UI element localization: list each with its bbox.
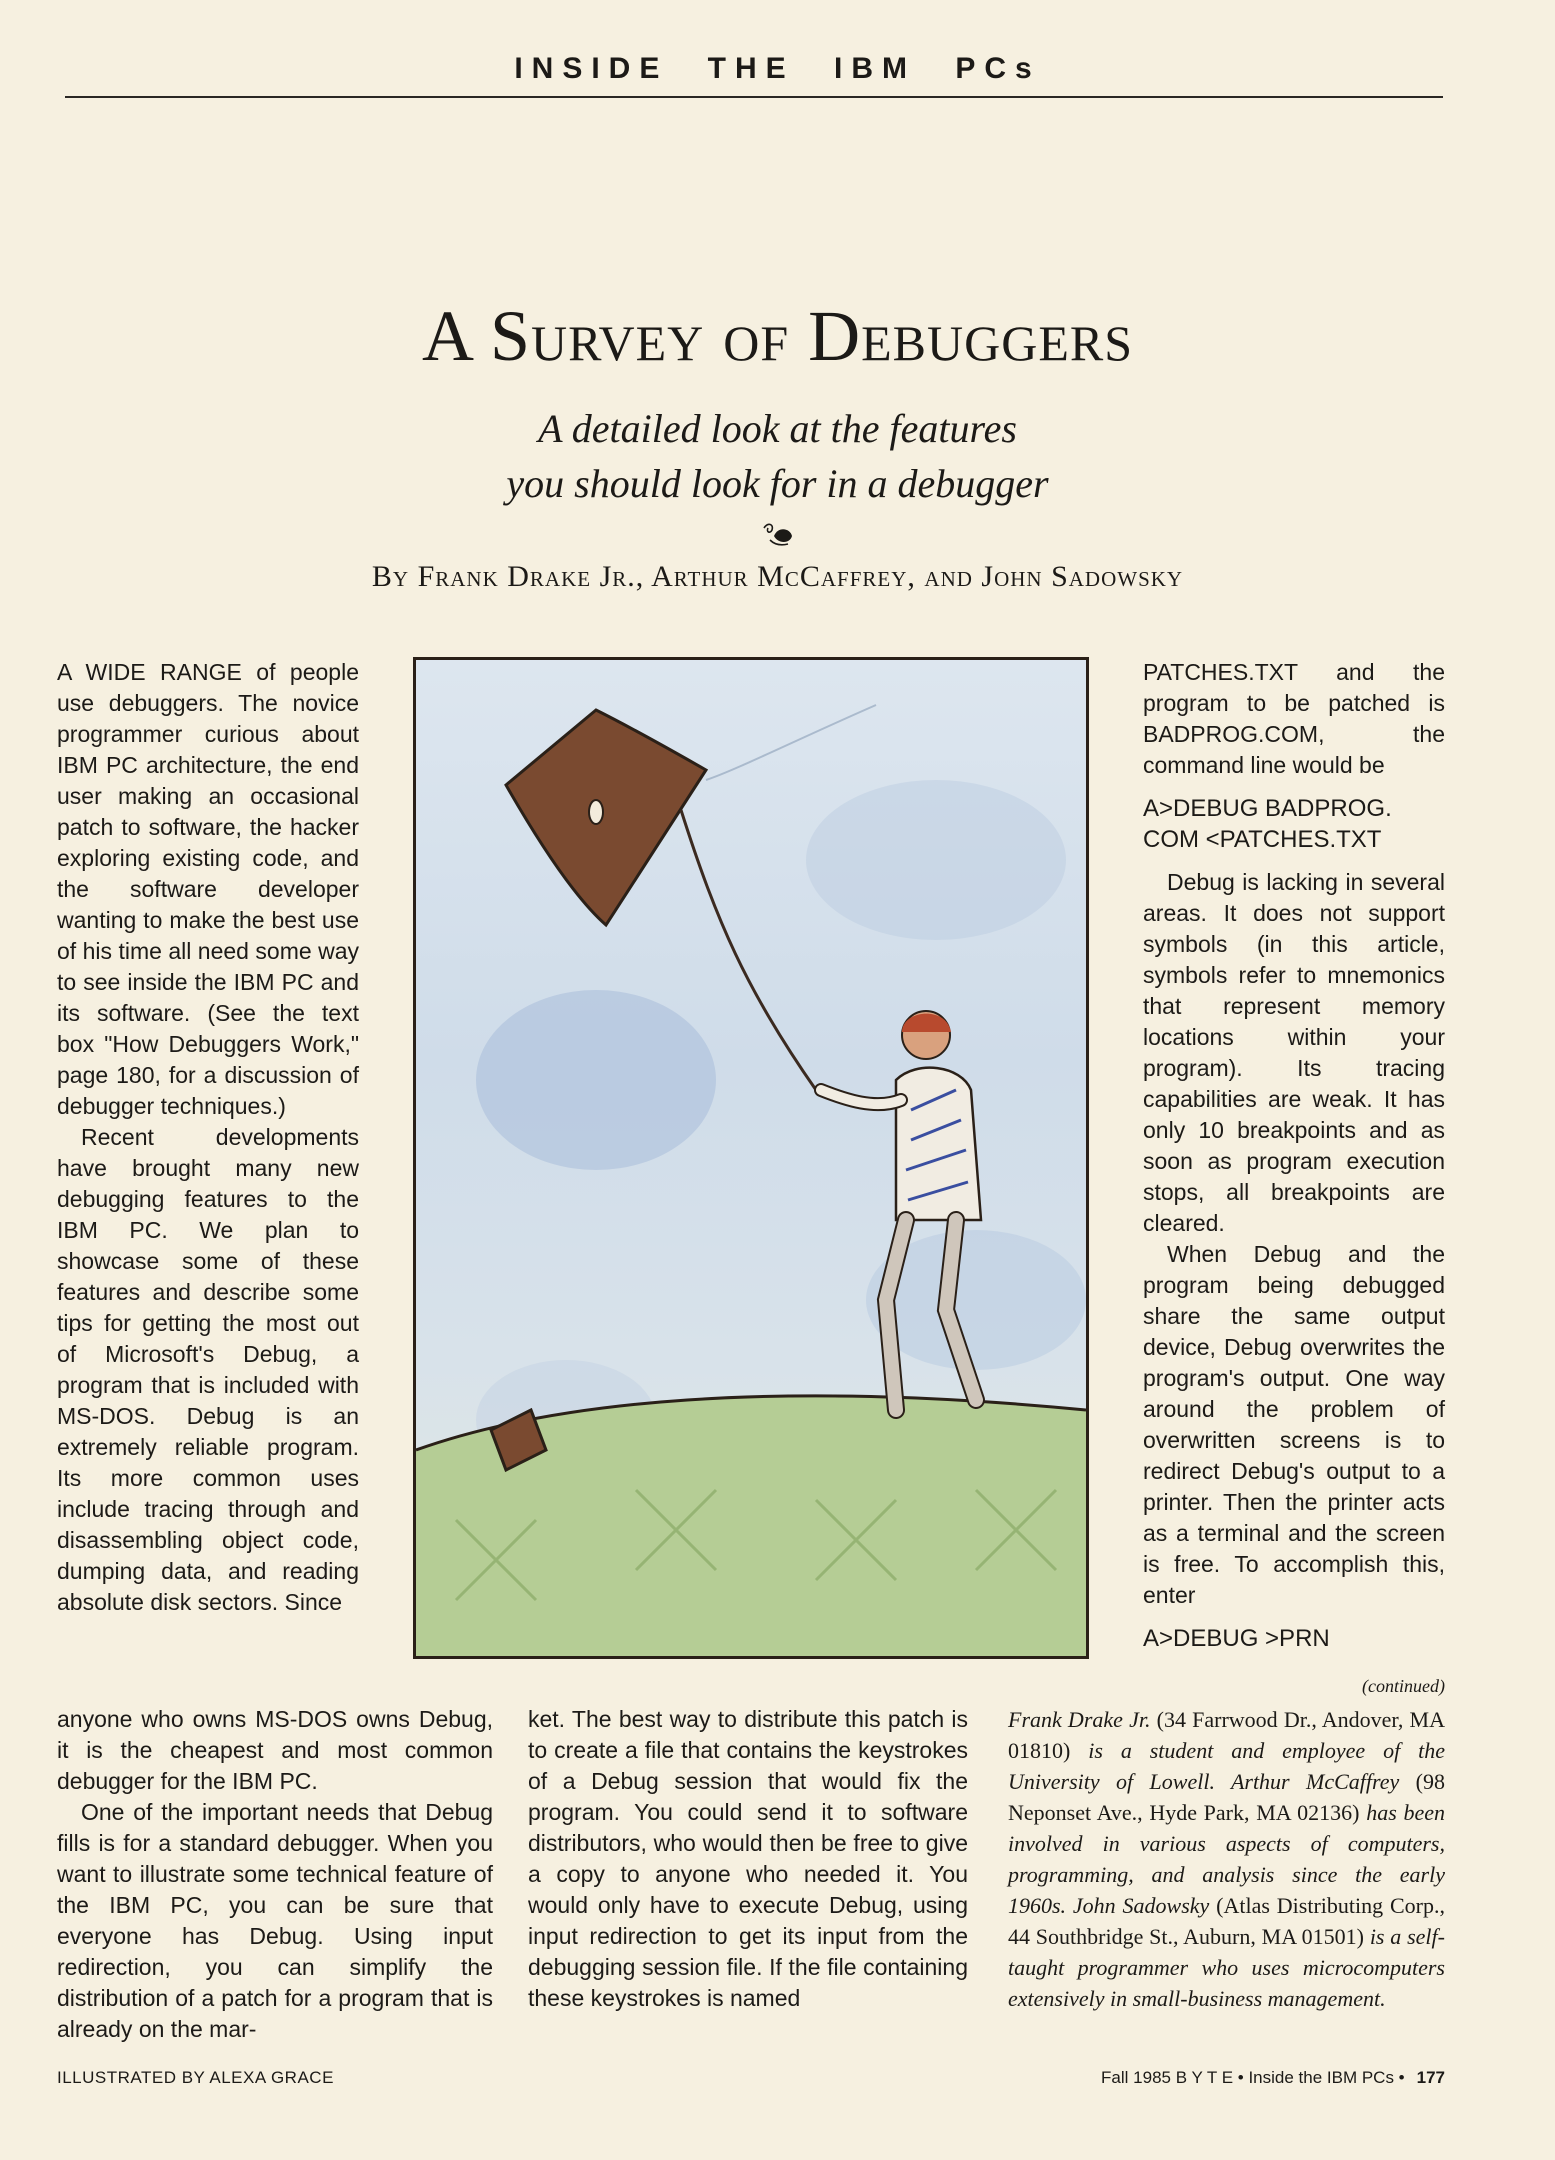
fleuron-icon	[760, 520, 796, 548]
author-address: (Atlas Distributing Corp., 44 Southbridge St., Auburn, MA 01501)	[1008, 1893, 1445, 1949]
code-line: COM <PATCHES.TXT	[1143, 826, 1382, 853]
author-address: (34 Farrwood Dr., Andover, MA 01810)	[1008, 1707, 1445, 1763]
author-bio	[1008, 1704, 1445, 2014]
paragraph: A WIDE RANGE of people use debuggers. The novice programmer curious about IBM PC architecture, the end user making an occasional patch to software, the hacker exploring existing code, and the software developer wanting to make the best use of his time all need some way to see inside the IBM PC and its software. (See the text box "How Debuggers Work," page 180, for a discussion of debugger techniques.)	[57, 659, 359, 1119]
folio	[1101, 2068, 1445, 2088]
paragraph: ket. The best way to distribute this patch is to create a file that contains the keystrokes of a Debug session that would fix the program. You could send it to software distributors, who would then be free to give a copy to anyone who needed it. You would only have to execute Debug, using input redirection to get its input from the debugging session file. If the file containing these keystrokes is named	[528, 1706, 968, 2011]
paragraph: anyone who owns MS-DOS owns Debug, it is the cheapest and most common debugger for the IBM PC.	[57, 1706, 493, 1794]
running-head: INSIDE THE IBM PCs	[514, 52, 1041, 85]
paragraph: When Debug and the program being debugged share the same output device, Debug overwrites the program's output. One way around the problem of overwritten screens is to redirect Debug's output to a printer. Then the printer acts as a terminal and the screen is free. To accomplish this, enter	[1143, 1241, 1445, 1608]
byline: By Frank Drake Jr., Arthur McCaffrey, and John Sadowsky	[371, 560, 1184, 593]
deck-line-2: you should look for in a debugger	[506, 461, 1049, 506]
article-title: A Survey of Debuggers	[421, 296, 1134, 376]
author-description: is a self-taught programmer who uses microcomputers extensively in small-business management.	[1008, 1924, 1445, 2011]
author-description: is a student and employee of the University of Lowell.	[1008, 1738, 1446, 1794]
continued-note: (continued)	[1362, 1676, 1445, 1696]
paragraph: Debug is lacking in several areas. It does not support symbols (in this article, symbols refer to mnemonics that represent memory locations within your program). Its tracing capabilities are weak. It has only 10 breakpoints and as soon as program execution stops, all breakpoints are cleared.	[1143, 869, 1445, 1236]
header-rule	[65, 96, 1443, 98]
paragraph: Recent developments have brought many new debugging features to the IBM PC. We plan to showcase some of these features and describe some tips for getting the most out of Microsoft's Debug, a program that is included with MS-DOS. Debug is an extremely reliable program. Its more common uses include tracing through and disassembling object code, dumping data, and reading absolute disk sectors. Since	[57, 1124, 359, 1615]
illustration-kite	[413, 657, 1089, 1659]
code-command-1	[1143, 793, 1445, 855]
author-address: (98 Neponset Ave., Hyde Park, MA 02136)	[1008, 1769, 1446, 1825]
author-description: has been involved in various aspects of computers, programming, and analysis since the early 1960s.	[1008, 1800, 1446, 1918]
column-b	[57, 1704, 493, 2045]
column-c	[528, 1704, 968, 2014]
code-line: A>DEBUG BADPROG.	[1143, 795, 1392, 822]
column-a	[57, 657, 359, 1618]
code-command-2: A>DEBUG >PRN	[1143, 1625, 1330, 1652]
author-name: Frank Drake Jr.	[1008, 1707, 1151, 1732]
issue-info: Fall 1985 B Y T E • Inside the IBM PCs •	[1101, 2068, 1405, 2087]
paragraph: One of the important needs that Debug fills is for a standard debugger. When you want to illustrate some technical feature of the IBM PC, you can be sure that everyone has Debug. Using input redirection, you can simplify the distribution of a patch for a program that is already on the mar-	[57, 1799, 493, 2042]
column-d	[1143, 657, 1445, 1666]
illustration-credit: ILLUSTRATED BY ALEXA GRACE	[57, 2068, 334, 2087]
author-name: John Sadowsky	[1066, 1893, 1210, 1918]
paragraph: PATCHES.TXT and the program to be patched is BADPROG.COM, the command line would be	[1143, 659, 1445, 778]
author-name: Arthur McCaffrey	[1214, 1769, 1400, 1794]
page-number: 177	[1416, 2068, 1445, 2087]
deck-line-1: A detailed look at the features	[538, 406, 1017, 451]
